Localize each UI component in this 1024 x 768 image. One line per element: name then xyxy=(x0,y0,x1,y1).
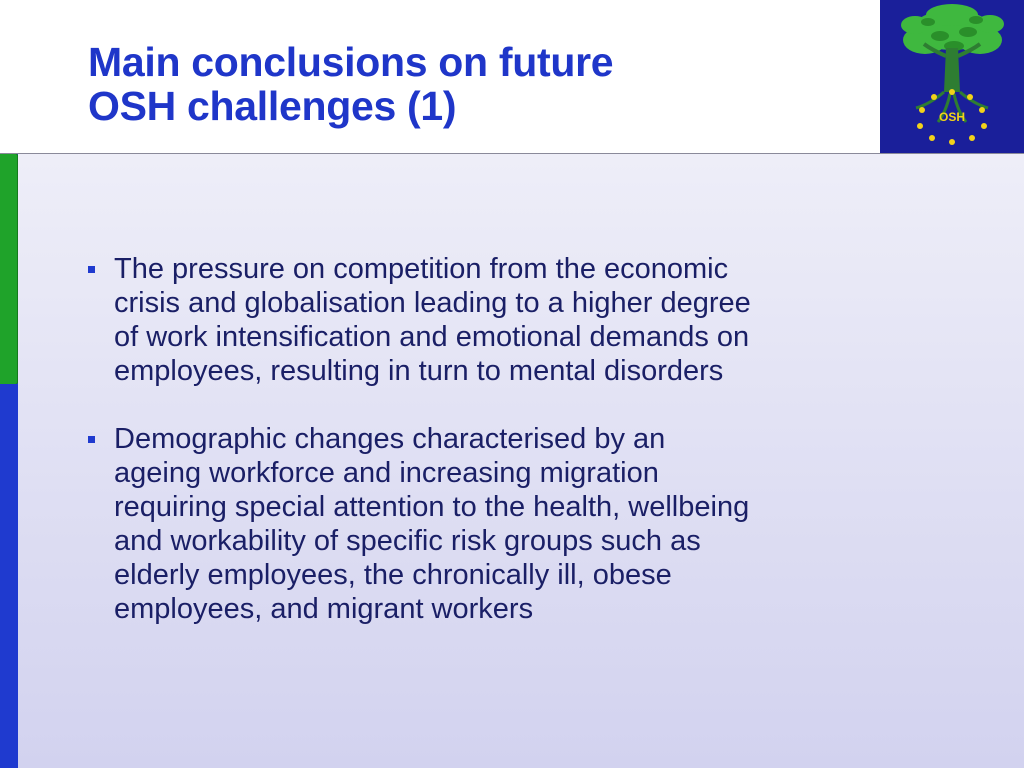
osh-tree-logo-icon xyxy=(880,0,1024,154)
bullet-line: The pressure on competition from the economic xyxy=(114,253,729,285)
bullet-line: and workability of specific risk groups such as xyxy=(114,525,701,557)
left-accent-green-bar xyxy=(0,154,18,384)
logo-text: OSH xyxy=(938,110,966,124)
bullet-line: employees, and migrant workers xyxy=(114,593,534,625)
bullet-line: of work intensification and emotional demands on xyxy=(114,321,750,353)
bullet-line: requiring special attention to the health, wellbeing xyxy=(114,491,750,523)
bullet-list xyxy=(88,252,948,660)
bullet-line: crisis and globalisation leading to a higher degree xyxy=(114,287,751,319)
slide-title-line: Main conclusions on future xyxy=(88,39,614,85)
slide-title xyxy=(88,40,868,128)
bullet-line: ageing workforce and increasing migration xyxy=(114,457,659,489)
slide-header xyxy=(0,0,1024,154)
bullet-line: employees, resulting in turn to mental disorders xyxy=(114,355,724,387)
bullet-item xyxy=(88,252,948,388)
bullet-marker-icon xyxy=(88,436,95,443)
bullet-line: Demographic changes characterised by an xyxy=(114,423,666,455)
bullet-marker-icon xyxy=(88,266,95,273)
slide-title-line: OSH challenges (1) xyxy=(88,83,457,129)
bullet-item xyxy=(88,422,948,626)
bullet-line: elderly employees, the chronically ill, obese xyxy=(114,559,672,591)
